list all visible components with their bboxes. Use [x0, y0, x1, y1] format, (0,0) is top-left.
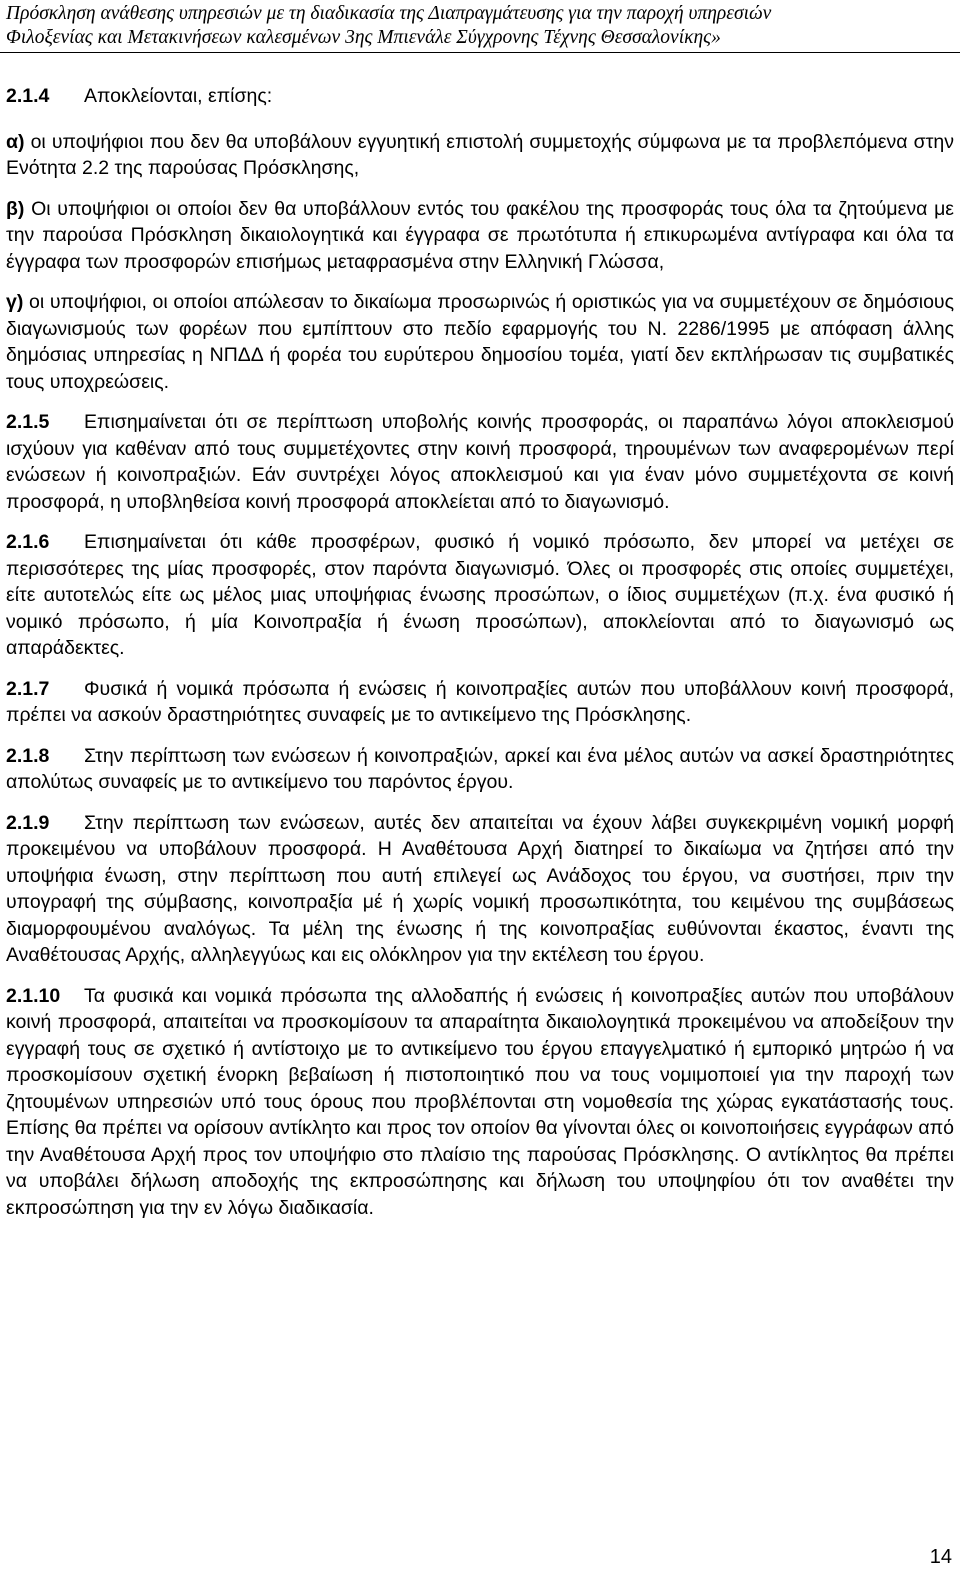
item-a [6, 129, 954, 182]
section-2-1-8 [6, 743, 954, 796]
section-2-1-10 [6, 983, 954, 1222]
document-header [6, 2, 954, 50]
item-c [6, 289, 954, 395]
document-body [6, 83, 954, 1235]
section-number: 2.1.9 [6, 811, 50, 834]
section-number: 2.1.6 [6, 531, 50, 553]
section-2-1-7 [6, 676, 954, 729]
section-text: Φυσικά ή νομικά πρόσωπα ή ενώσεις ή κοινοπραξίες αυτών που υποβάλλουν κοινή προσφορά, πρέπει να ασκούν δραστηριότητες συναφείς με το αντικείμενο της Πρόσκλησης. [6, 677, 954, 726]
header-line-2: Φιλοξενίας και Μετακινήσεων καλεσμένων 3ης Μπιενάλε Σύγχρονης Τέχνης Θεσσαλονίκης» [6, 27, 721, 48]
section-text: Αποκλείονται, επίσης: [84, 85, 273, 107]
item-label: γ) [6, 291, 24, 313]
header-divider [0, 52, 960, 53]
section-2-1-5 [6, 409, 954, 515]
item-label: α) [6, 130, 25, 153]
item-text: Οι υποψήφιοι οι οποίοι δεν θα υποβάλλουν εντός του φακέλου της προσφοράς τους όλα τα ζητούμενα με την παρούσα Πρόσκληση δικαιολογητικά και έγγραφα σε πρωτότυπα ή επικυρωμένα αντίγραφα και όλα τα έγγραφα των προσφορών επισήμως μεταφρασμένα στην Ελληνική Γλώσσα, [6, 197, 954, 273]
section-number: 2.1.7 [6, 677, 50, 700]
section-number: 2.1.10 [6, 984, 61, 1007]
item-text: οι υποψήφιοι που δεν θα υποβάλουν εγγυητική επιστολή συμμετοχής σύμφωνα με τα προβλεπόμενα στην Ενότητα 2.2 της παρούσας Πρόσκλησης, [6, 130, 954, 179]
section-number: 2.1.5 [6, 411, 50, 433]
section-text: Επισημαίνεται ότι κάθε προσφέρων, φυσικό ή νομικό πρόσωπο, δεν μπορεί να μετέχει σε περισσότερες της μίας προσφορές, στον παρόντα διαγωνισμό. Όλες οι προσφορές στις οποίες συμμετέχει, είτε αυτοτελώς είτε ως μέλος μιας υποψήφιας ένωσης προσώπων, ο ίδιος συμμετέχων (π.χ. ένα φυσικό ή νομικό πρόσωπο, ή μία Κοινοπραξία ή ένωση προσώπων), αποκλείονται από το διαγωνισμό ως απαράδεκτες. [6, 531, 954, 659]
item-b [6, 196, 954, 276]
section-number: 2.1.4 [6, 85, 50, 107]
section-2-1-4 [6, 83, 954, 110]
section-text: Επισημαίνεται ότι σε περίπτωση υποβολής κοινής προσφοράς, οι παραπάνω λόγοι αποκλεισμού ισχύουν για καθέναν από τους συμμετέχοντες στην κοινή προσφορά, τηρουμένων των αναφερομένων περί ενώσεων ή κοινοπραξιών. Εάν συντρέχει λόγος αποκλεισμού και για έναν μόνο συμμετέχοντα σε κοινή προσφορά, η υποβληθείσα κοινή προσφορά αποκλείεται από το διαγωνισμό. [6, 411, 954, 513]
section-2-1-9 [6, 810, 954, 969]
section-text: Τα φυσικά και νομικά πρόσωπα της αλλοδαπής ή ενώσεις ή κοινοπραξίες αυτών που υποβάλουν κοινή προσφορά, απαιτείται να προσκομίσουν τα απαραίτητα δικαιολογητικά προκειμένου να αποδείξουν την εγγραφή τους σε σχετικό ή αντίστοιχο με το αντικείμενο του έργου επαγγελματικό ή εμπορικό μητρώο ή να προσκομίσουν σχετική ένορκη βεβαίωση ή πιστοποιητικό που να τους νομιμοποιεί για την παροχή των ζητουμένων υπηρεσιών υπό τους όρους που προβλέπονται στη νομοθεσία της χώρας εγκατάστασής τους. Επίσης θα πρέπει να ορίσουν αντίκλητο και προς τον οποίον θα γίνονται όλες οι κοινοποιήσεις εγγράφων από την Αναθέτουσα Αρχή προς τον υποψήφιο στο πλαίσιο της παρούσας Πρόσκλησης. Ο αντίκλητος θα πρέπει να υποβάλει δήλωση αποδοχής της εκπροσώπησης και δήλωση του υποψηφίου ότι τον αναθέτει την εκπροσώπηση για την εν λόγω διαδικασία. [6, 984, 954, 1219]
item-label: β) [6, 197, 25, 220]
section-text: Στην περίπτωση των ενώσεων, αυτές δεν απαιτείται να έχουν λάβει συγκεκριμένη νομική μορφή προκειμένου να υποβάλουν προσφορά. Η Αναθέτουσα Αρχή διατηρεί το δικαίωμα να ζητήσει από την υποψήφια ένωση, στην περίπτωση που αυτή επιλεγεί ως Ανάδοχος του έργου, να συστήσει, πριν την υπογραφή της σύμβασης, κοινοπραξία μέ ή χωρίς νομική προσωπικότητα, του κειμένου της συμβάσεως διαμορφουμένου αναλόγως. Τα μέλη της ένωσης ή της κοινοπραξίας ευθύνονται έκαστος, έναντι της Αναθέτουσας Αρχής, αλληλεγγύως και εις ολόκληρον για την εκτέλεση του έργου. [6, 811, 954, 966]
item-text: οι υποψήφιοι, οι οποίοι απώλεσαν το δικαίωμα προσωρινώς ή οριστικώς για να συμμετέχουν σε δημόσιους διαγωνισμούς των φορέων που εμπίπτουν στο πεδίο εφαρμογής του Ν. 2286/1995 με απόφαση άλλης δημόσιας υπηρεσίας η ΝΠΔΔ ή φορέα του ευρύτερου δημοσίου τομέα, γιατί δεν εκπλήρωσαν τις συμβατικές τους υποχρεώσεις. [6, 291, 954, 393]
section-text: Στην περίπτωση των ενώσεων ή κοινοπραξιών, αρκεί και ένα μέλος αυτών να ασκεί δραστηριότητες απολύτως συναφείς με το αντικείμενο του παρόντος έργου. [6, 744, 954, 793]
page-number: 14 [929, 1546, 952, 1568]
section-2-1-6 [6, 529, 954, 662]
section-number: 2.1.8 [6, 744, 50, 767]
header-line-1: Πρόσκληση ανάθεσης υπηρεσιών με τη διαδικασία της Διαπραγμάτευσης για την παροχή υπηρεσιών [6, 3, 772, 24]
